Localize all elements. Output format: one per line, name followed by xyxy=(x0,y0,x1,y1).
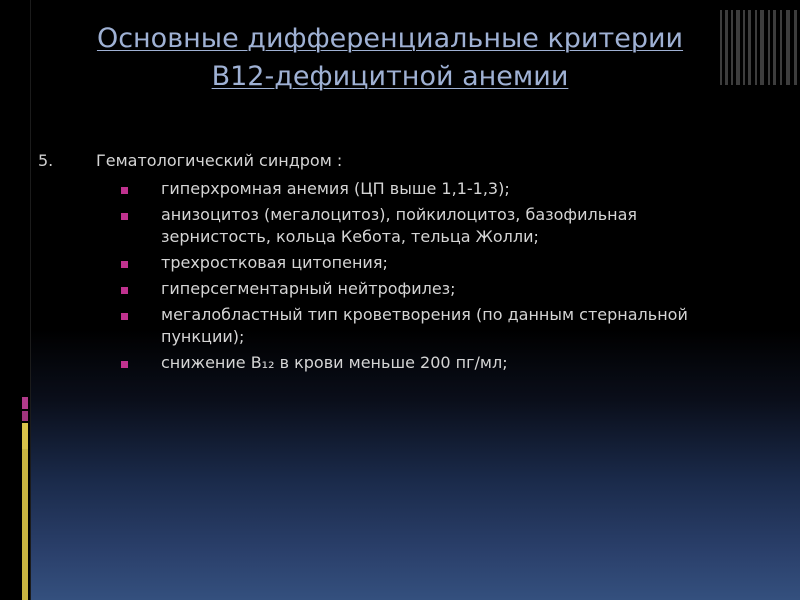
list-item xyxy=(38,352,741,374)
slide-content xyxy=(38,150,738,378)
slide-title xyxy=(60,20,720,96)
item-number: 5. xyxy=(38,151,54,170)
numbered-item xyxy=(38,150,738,178)
bullet-text: гиперхромная анемия (ЦП выше 1,1-1,3); xyxy=(161,179,510,198)
item-heading: Гематологический синдром : xyxy=(96,151,343,170)
list-item xyxy=(38,178,741,200)
bullet-list xyxy=(38,178,738,374)
accent-square-magenta-2 xyxy=(22,411,28,421)
list-item xyxy=(38,278,741,300)
square-bullet-icon xyxy=(121,287,128,294)
bullet-text: мегалобластный тип кроветворения (по данным стернальной пункции); xyxy=(161,305,688,346)
decorative-stripes xyxy=(720,10,800,85)
accent-bar-gold-long xyxy=(22,449,28,600)
bullet-text: анизоцитоз (мегалоцитоз), пойкилоцитоз, базофильная зернистость, кольца Кебота, тельца Жолли; xyxy=(161,205,638,246)
list-item xyxy=(38,304,741,348)
bullet-text: гиперсегментарный нейтрофилез; xyxy=(161,279,456,298)
title-line-2: В12-дефицитной анемии xyxy=(211,61,569,92)
square-bullet-icon xyxy=(121,187,128,194)
left-edge-line xyxy=(30,0,31,600)
title-line-1: Основные дифференциальные критерии xyxy=(96,23,684,54)
accent-bar-gold xyxy=(22,423,28,449)
square-bullet-icon xyxy=(121,361,128,368)
bullet-text: снижение В₁₂ в крови меньше 200 пг/мл; xyxy=(161,353,508,372)
square-bullet-icon xyxy=(121,313,128,320)
bullet-text: трехростковая цитопения; xyxy=(161,253,388,272)
square-bullet-icon xyxy=(121,261,128,268)
accent-square-magenta xyxy=(22,397,28,409)
list-item xyxy=(38,252,741,274)
square-bullet-icon xyxy=(121,213,128,220)
list-item xyxy=(38,204,741,248)
